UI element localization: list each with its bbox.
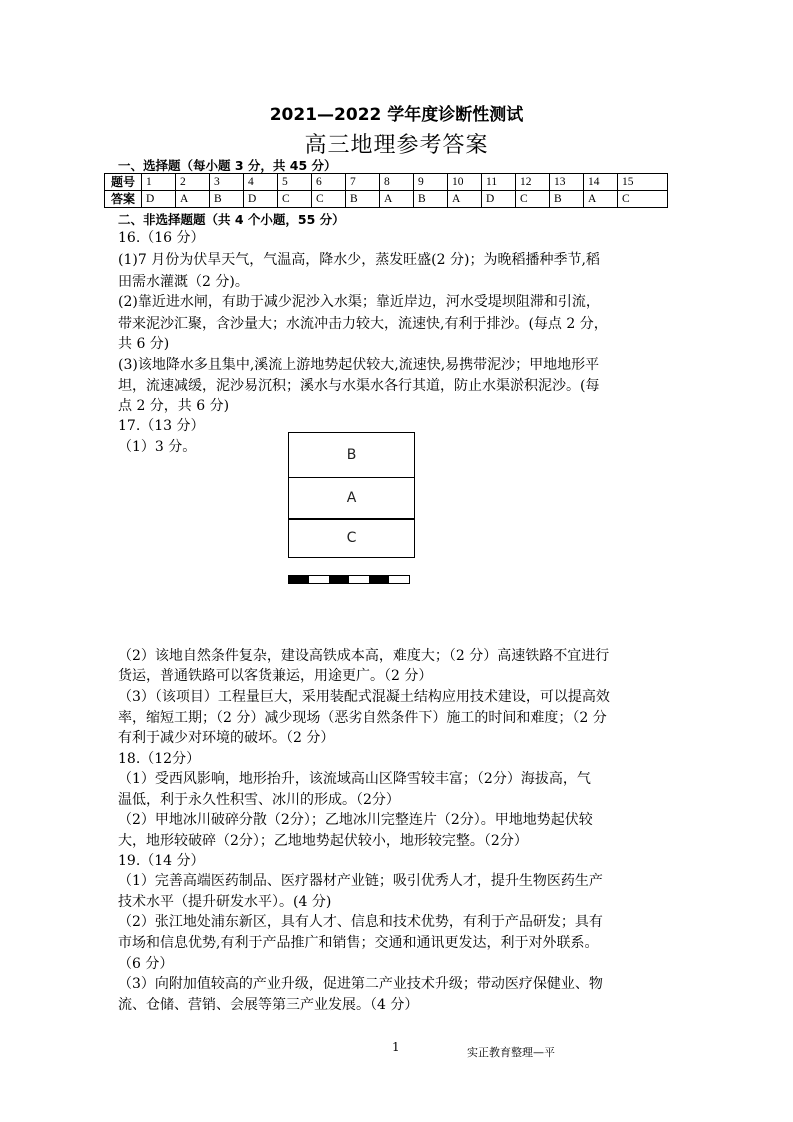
text-line: 共 6 分) [118,336,170,352]
question-number-row [105,174,668,191]
text-line: 技术水平（提升研发水平）。(4 分) [118,894,332,910]
layer-box-c: C [288,518,415,558]
answer-cell: B [210,191,244,208]
text-line: (3)该地降水多且集中,溪流上游地势起伏较大,流速快,易携带泥沙；甲地地形平 [118,357,600,373]
section1-heading: 一、选择题（每小题 3 分，共 45 分） [118,158,337,173]
qnum-cell: 5 [278,174,312,191]
layer-diagram [288,432,418,558]
answer-table [104,173,668,208]
text-line: 大，地形较破碎（2分）；乙地地势起伏较小，地形较完整。（2分） [118,833,528,849]
scale-segment [389,576,409,583]
answer-cell: C [516,191,550,208]
text-line: （2）该地自然条件复杂，建设高铁成本高，难度大；（2 分）高速铁路不宜进行 [118,648,610,664]
text-line: （2）张江地处浦东新区，具有人才、信息和技术优势，有利于产品研发；具有 [118,914,603,930]
text-line: （3）向附加值较高的产业升级，促进第二产业技术升级；带动医疗保健业、物 [118,976,603,992]
exam-subtitle: 高三地理参考答案 [304,133,489,158]
text-line: (1)7 月份为伏旱天气，气温高，降水少，蒸发旺盛(2 分)；为晚稻播种季节,稻 [118,252,600,268]
text-line: （1）受西风影响，地形抬升，该流域高山区降雪较丰富；（2分）海拔高，气 [118,771,591,787]
answer-cell: D [482,191,516,208]
answer-row [105,191,668,208]
text-line: 市场和信息优势,有利于产品推广和销售；交通和通讯更发达，利于对外联系。 [118,935,599,951]
text-line: （1）3 分。 [118,439,197,455]
text-line: 率，缩短工期；（2 分）减少现场（恶劣自然条件下）施工的时间和难度；（2 分 [118,710,607,726]
qnum-cell: 9 [414,174,448,191]
text-line: 温低，利于永久性积雪、冰川的形成。（2分） [118,792,400,808]
qnum-cell: 6 [312,174,346,191]
section2-heading: 二、非选择题题（共 4 个小题，55 分） [118,212,345,227]
qnum-cell: 12 [516,174,550,191]
answer-cell: D [244,191,278,208]
text-line: 田需水灌溉（2 分)。 [118,274,249,290]
page-number: 1 [392,1040,400,1054]
text-line: 16.（16 分） [118,230,205,246]
answer-cell: A [448,191,482,208]
layer-box-a: A [288,477,415,520]
qnum-cell: 11 [482,174,516,191]
layer-box-b: B [288,432,415,478]
answer-cell: B [346,191,380,208]
text-line: 19.（14 分） [118,853,205,869]
text-line: 带来泥沙汇聚，含沙量大；水流冲击力较大，流速快,有利于排沙。(每点 2 分， [118,316,608,332]
qnum-cell: 1 [142,174,176,191]
row-label-answer: 答案 [105,191,142,208]
qnum-cell: 15 [618,174,668,191]
text-line: 18.（12分） [118,751,201,767]
answer-cell: A [176,191,210,208]
scale-segment [369,576,389,583]
qnum-cell: 2 [176,174,210,191]
text-line: 坦，流速减缓，泥沙易沉积；溪水与水渠水各行其道，防止水渠淤积泥沙。(每 [118,378,600,394]
answer-cell: B [550,191,584,208]
text-line: 有利于减少对环境的破坏。（2 分） [118,730,335,746]
qnum-cell: 4 [244,174,278,191]
answer-cell: C [618,191,668,208]
exam-title: 2021—2022 学年度诊断性测试 [269,105,524,125]
text-line: （6 分） [118,956,174,972]
qnum-cell: 7 [346,174,380,191]
text-line: 流、仓储、营销、会展等第三产业发展。（4 分） [118,997,419,1013]
text-line: （3）（该项目）工程量巨大，采用装配式混凝土结构应用技术建设，可以提高效 [118,689,610,705]
text-line: (2)靠近进水闸，有助于减少泥沙入水渠；靠近岸边，河水受堤坝阻滞和引流， [118,294,600,310]
text-line: 货运，普通铁路可以客货兼运，用途更广。（2 分） [118,668,433,684]
qnum-cell: 10 [448,174,482,191]
footer-note: 实正教育整理—平 [467,1046,555,1059]
scale-segment [289,576,309,583]
row-label-number: 题号 [105,174,142,191]
scale-segment [349,576,369,583]
text-line: （2）甲地冰川破碎分散（2分）；乙地冰川完整连片（2分）。甲地地势起伏较 [118,812,593,828]
qnum-cell: 8 [380,174,414,191]
answer-cell: D [142,191,176,208]
answer-cell: A [584,191,618,208]
answer-cell: C [278,191,312,208]
answer-cell: A [380,191,414,208]
text-line: 17.（13 分） [118,418,205,434]
scale-segment [309,576,329,583]
qnum-cell: 14 [584,174,618,191]
answer-cell: C [312,191,346,208]
qnum-cell: 13 [550,174,584,191]
scale-segment [329,576,349,583]
scale-bar [288,575,410,584]
answer-cell: B [414,191,448,208]
text-line: （1）完善高端医药制品、医疗器材产业链；吸引优秀人才，提升生物医药生产 [118,873,603,889]
text-line: 点 2 分，共 6 分) [118,398,230,414]
qnum-cell: 3 [210,174,244,191]
